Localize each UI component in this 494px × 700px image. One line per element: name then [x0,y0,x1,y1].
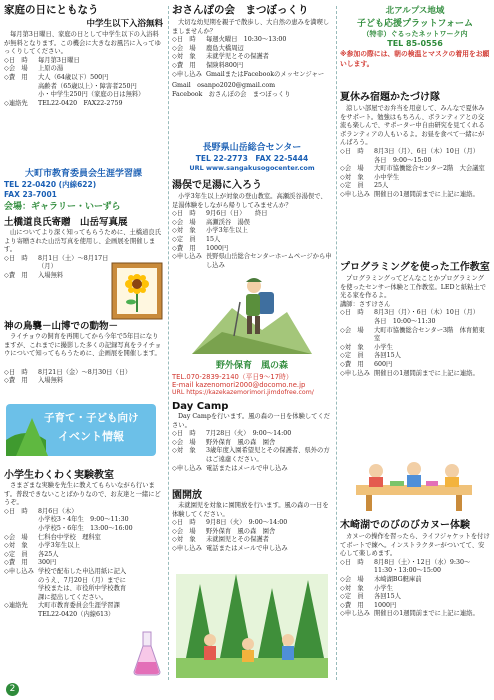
org-url[interactable]: URL https://kazekazemorimori.jimdofree.com/ [172,389,314,396]
detail-value: TEL22-0420 FAX22-2759 [38,99,123,107]
detail-value: 大人（64歳以下）500円 [38,73,109,81]
detail-value: 8月6日（木） [38,507,78,515]
detail-row [340,585,490,594]
detail-label: ◇日 時 [172,430,196,438]
detail-label: ◇会 場 [172,218,196,226]
detail-value: 大町市協働総合センター2階 大会議室 [374,165,485,173]
detail-value: 300円 [38,559,57,567]
detail-label: ◇対 象 [340,584,364,592]
org-contact-block [172,140,332,172]
detail-value: 1000円 [206,244,229,252]
detail-row [340,352,490,361]
detail-value: 各日 10:00～11:30 [374,317,436,325]
detail-row [4,65,163,74]
org-line1: 北アルプス地域 [385,6,445,16]
section-body: プログラミングってどんなことかプログラミングを使ったセンサー体験と工作教室。LEDと紙粘土で光る家を作るよ。 [340,275,487,300]
detail-value: 毎週火曜日 10:30～13:00 [206,36,287,44]
section-body: ライチョウの飼育を再開してから今年で5年目になりますが、これまでに撮影した多くの記録写真をライチョウについて知ってもらうために、企画展を開催します。 [4,333,162,358]
column-right [340,0,490,700]
detail-row [340,157,490,166]
section-body: 大切な幼児期を親子で散歩し、大自然の恵みを満喫しましませんか？ [172,19,330,35]
detail-label: ◇費 用 [340,360,364,368]
detail-row [4,255,116,272]
detail-label [4,91,38,100]
section-title: 家庭の日にともなう [4,4,99,16]
detail-value: 野外保育 風の森 園舎 [206,527,276,535]
detail-row [4,83,163,92]
detail-value: 各25人 [38,550,59,558]
detail-row [172,536,332,545]
framed-painting-icon [111,262,163,320]
detail-value: 9月8日（火） 9:00～14:00 [206,519,288,527]
detail-value: 鹿島大橋周辺 [206,44,244,52]
detail-value: 9月6日（日） 終日 [206,210,268,218]
detail-label: ◇費 用 [340,601,364,609]
detail-label: ◇申し込み [172,253,203,261]
detail-label: ◇費 用 [172,244,196,252]
detail-value: 仁科台中学校 理科室 [38,533,101,541]
detail-label: ◇会 場 [4,533,28,541]
notice-text: ※参加の際には、朝の検温とマスクの着用をお願いします。 [340,50,490,68]
detail-row [172,62,332,71]
detail-label: ◇申し込み [172,544,203,552]
detail-value: 電話またはメールで申し込み [206,464,288,472]
detail-row [172,210,332,219]
detail-label: ◇日 時 [172,210,196,218]
detail-row [340,191,490,200]
section-body: 小学3年生以上が対象の登山教室。高瀬渓谷湯俣で、足湯体験をしながら帰りしてみませんか？ [172,193,327,209]
org-email[interactable]: E-mail kazenomori2000@docomo.ne.jp [172,381,306,389]
detail-value: 7月28日（火） 9:00～14:00 [206,430,292,438]
detail-row [4,534,163,543]
org-line3: （特非）ぐるったネットワーク内 [362,30,468,38]
detail-value: 上原の湯 [38,65,64,73]
detail-label: ◇申し込み [172,70,203,78]
detail-value: 15人 [206,235,221,243]
section-title: Day Camp [172,401,229,412]
org-tel: TEL 22-2773 FAX 22-5444 [195,154,309,163]
page-number: 2 [6,683,19,696]
detail-row [4,542,163,551]
detail-row [172,430,332,439]
detail-value: 未就園児とその保護者 [206,536,269,544]
detail-label: ◇費 用 [4,271,28,279]
detail-row [172,245,332,254]
section-title: プログラミングを使った工作教室 [340,262,490,273]
detail-row [172,447,332,464]
detail-value: 保険料800円 [206,61,244,69]
detail-label: ◇会 場 [340,326,364,334]
detail-value: 電話またはメールで申し込み [206,544,288,552]
detail-value: 1000円 [374,601,397,609]
detail-row [340,576,490,585]
detail-row [340,370,490,379]
detail-row [172,219,332,228]
detail-value: 高齢者（65歳以上）・障害者250円 [38,82,137,90]
detail-value: 8月1日（土）～8月17日（月） [38,254,109,271]
detail-label: ◇日 時 [340,558,364,566]
kids-events-banner [6,404,156,456]
detail-label: ◇会 場 [4,65,28,73]
detail-row [172,36,332,45]
detail-value: 学校で配布した申込用紙に記入のうえ、7月20日（月）までに学校または、市役所中学校教育課に提出してください。 [38,567,127,601]
detail-value: 8月21日（金）～8月30日（日） [38,368,132,376]
detail-label: ◇対 象 [4,542,28,550]
detail-label: ◇費 用 [172,61,196,69]
detail-label [4,525,38,534]
detail-row [172,53,332,62]
org-tel: TEL 85-0556 [387,39,443,48]
detail-value: 小中学生 [374,173,400,181]
detail-row [4,377,163,386]
detail-list [4,57,163,109]
detail-label: ◇会 場 [172,438,196,446]
detail-value: 木崎湖BG艇庫前 [374,575,422,583]
detail-label: ◇申し込み [340,369,371,377]
detail-value: 600円 [374,360,393,368]
detail-row [340,148,490,157]
detail-row [4,525,163,534]
org-name: 大町市教育委員会生涯学習課 [24,169,142,179]
section-body: 山についてより深く知ってもらうために、土橋道良氏より寄贈された山岳写真を使用し、企画展を開催します。 [4,229,161,254]
section-body: カヌーの操作を習ったら、ライフジャケットを付けてボートで練へ。インストラクターがついてて、安心して楽しめます。 [340,533,490,558]
org-name: 長野県山岳総合センター [202,143,302,153]
banner-line1: 子育て・子ども向け [44,412,139,424]
detail-row [4,602,132,611]
detail-label: ◇費 用 [4,559,28,567]
section-title: 木崎湖でのびのびカヌー体験 [340,520,470,531]
banner-line2: イベント情報 [58,430,124,443]
detail-value: 小学校3・4年生 9:00～11:30 [38,516,129,524]
detail-label: ◇会 場 [340,575,364,583]
detail-value: 大町市協働総合センター3階 体育館東室 [374,326,485,343]
org-fax: FAX 23-7001 [4,190,57,199]
detail-row [4,100,163,109]
org-tel: TEL.070-2839-2140（平日9～17時） [172,373,293,381]
detail-label: ◇日 時 [4,56,28,64]
detail-label: ◇定 員 [172,235,196,243]
section-title: 夏休み宿題かたづけ隊 [340,92,440,103]
detail-value: GmailまたはFacebookのメッセンジャー [206,70,325,78]
children-craft-illustration-icon [346,455,482,511]
detail-row [340,309,490,318]
org-url[interactable]: URL www.sangakusogocenter.com [189,164,315,172]
detail-label: ◇申し込み [4,567,35,575]
section-title: 神の鳥襲－山博での動物－ [4,321,119,332]
section-subtitle: 中学生以下入浴無料 [86,19,163,29]
detail-value: 開催日の1週間前までに上記に連絡。 [374,190,479,198]
detail-label: ◇費 用 [4,377,28,385]
detail-value: 入場無料 [38,271,64,279]
detail-label [4,83,38,92]
detail-value: 長野県山岳総合センターホームページから申し込み [206,253,332,269]
detail-label: ◇対 象 [172,536,196,544]
detail-label: ◇申し込み [340,190,371,198]
detail-label [340,157,374,166]
detail-value: 高瀬渓谷 湯俣 [206,218,251,226]
detail-value: 各回15人 [374,352,401,360]
detail-row [4,91,163,100]
org-line2: 子ども応援プラットフォーム [356,19,474,29]
detail-value: 小・中学生250円（家庭の日は無料） [38,91,145,99]
flask-icon [132,630,162,676]
detail-row [340,165,490,174]
detail-label: ◇定 員 [340,593,364,601]
detail-label: ◇定 員 [4,550,28,558]
detail-value: 8月3日（月）、6日（木）10日（月） [374,147,480,155]
detail-row [172,253,332,270]
detail-value: TEL22-0420（内線613） [38,610,115,618]
detail-label: ◇日 時 [340,147,364,155]
detail-label: ◇日 時 [340,309,364,317]
detail-label [4,516,38,525]
detail-value: 大町市教育委員会生涯学習課 [38,602,120,610]
detail-row [340,593,490,602]
detail-value: 3歳年度入園希望児とその保護者、県外の方はご遠慮ください。 [206,447,330,463]
detail-row [340,327,490,344]
section-title: 園開放 [172,490,202,501]
detail-label: ◇定 員 [340,352,364,360]
column-divider [336,6,337,680]
detail-row [172,465,332,474]
section-title: 湯俣で足湯に入ろう [172,180,262,191]
detail-row [340,182,490,191]
detail-row [172,519,332,528]
detail-row [4,516,163,525]
detail-value: 小学生 [374,584,393,592]
section-body: さまざまな実験を先生に教えてもらいながら行います。普段できないことばかりなので、お友達と一緒にどうぞ。 [4,482,161,507]
detail-label: ◇会 場 [172,44,196,52]
column-left [4,0,163,700]
detail-row [340,610,490,619]
section-body: 未就園児を対象に園開放を行います。風の森の一日を体験してください。 [172,502,329,518]
detail-value: 8月8日（土）・12日（水）9:30～11:30・13:00～15:00 [374,558,471,575]
section-body: 毎月第3日曜日、家庭の日として中学生以下の入浴料が無料となります。この機会に大きなお風呂に入ってゆっくりしてください。 [4,31,161,56]
detail-value: 各日 9:00～15:00 [374,156,432,164]
detail-row [340,318,490,327]
lecturer: 講師：さすけさん [340,300,391,308]
org-name: 野外保育 風の森 [215,361,288,371]
detail-label: ◇日 時 [172,36,196,44]
venue-label: 会場：ギャラリー・いーずら [4,202,121,212]
detail-value: 入場無料 [38,377,64,385]
detail-label: ◇申し込み [340,610,371,618]
hiker-illustration-icon [192,272,312,354]
detail-value: 開催日の1週間前までに上記に連絡。 [374,369,479,377]
org-tel: TEL 22-0420 (内線622) [4,180,97,189]
detail-row [172,71,332,80]
detail-label: ◇対 象 [172,53,196,61]
detail-value: 小学生 [374,343,393,351]
detail-value: 小学3年生以上 [38,542,80,550]
detail-label: ◇対 象 [340,173,364,181]
section-title: 小学生わくわく実験教室 [4,470,114,481]
detail-value: 開催日の1週間前までに上記に連絡。 [374,610,479,618]
detail-row [4,74,163,83]
detail-label: ◇会 場 [340,165,364,173]
org-contact-block [172,358,332,396]
detail-label: ◇申し込み [172,464,203,472]
detail-value: 8月3日（月）・6日（木）10日（月） [374,309,480,317]
detail-label: ◇日 時 [172,519,196,527]
detail-row [340,559,490,576]
detail-label [340,318,374,327]
section-body: Day Campを行います。風の森の一日を体験してください。 [172,413,331,429]
detail-row [172,545,332,554]
detail-label: ◇日 時 [4,254,28,262]
org-contact-block [340,4,490,68]
detail-label [4,611,38,620]
detail-label: ◇連絡先 [4,99,28,107]
detail-value: 25人 [374,182,389,190]
detail-value: 小学校5・6年生 13:00～16:00 [38,524,133,532]
detail-row [4,568,132,602]
detail-value: 毎月第3日曜日 [38,56,80,64]
section-title: 土橋道良氏寄贈 山岳写真展 [4,217,128,228]
detail-value: 各回15人 [374,593,401,601]
detail-row [340,361,490,370]
detail-label: ◇定 員 [340,182,364,190]
detail-row [4,611,163,620]
detail-label: ◇対 象 [340,343,364,351]
detail-row [172,227,332,236]
detail-value: 野外保育 風の森 園舎 [206,438,276,446]
detail-label: ◇対 象 [172,447,196,455]
facebook-name: Facebook おさんぽの会 まつぼっくり [172,90,291,98]
detail-label: ◇日 時 [4,368,28,376]
section-title: おさんぽの会 まつぼっくり [172,4,309,16]
forest-children-illustration-icon [176,574,328,678]
detail-label: ◇日 時 [4,507,28,515]
detail-label: ◇会 場 [172,527,196,535]
org-contact-block [4,166,163,212]
detail-value: 小学3年生以上 [206,227,248,235]
detail-label: ◇対 象 [172,227,196,235]
detail-value: 未就学児とその保護者 [206,53,269,61]
column-divider [168,6,169,680]
detail-row [172,236,332,245]
section-body: 涼しい部屋でお弁当を用意して、みんなで夏休みをサポート。勉強はもちろん、ボランティアとの交流も楽しんで、サポーター中自由研究を見てくれるボランティアの人もいるよ。お昼を食べて一緒にがんばろう。 [340,105,485,147]
gmail-address[interactable]: Gmail osanpo2020@gmail.com [172,82,276,90]
column-middle [172,0,332,700]
detail-label: ◇費 用 [4,73,28,81]
detail-label: ◇連絡先 [4,602,28,610]
detail-row [4,559,163,568]
